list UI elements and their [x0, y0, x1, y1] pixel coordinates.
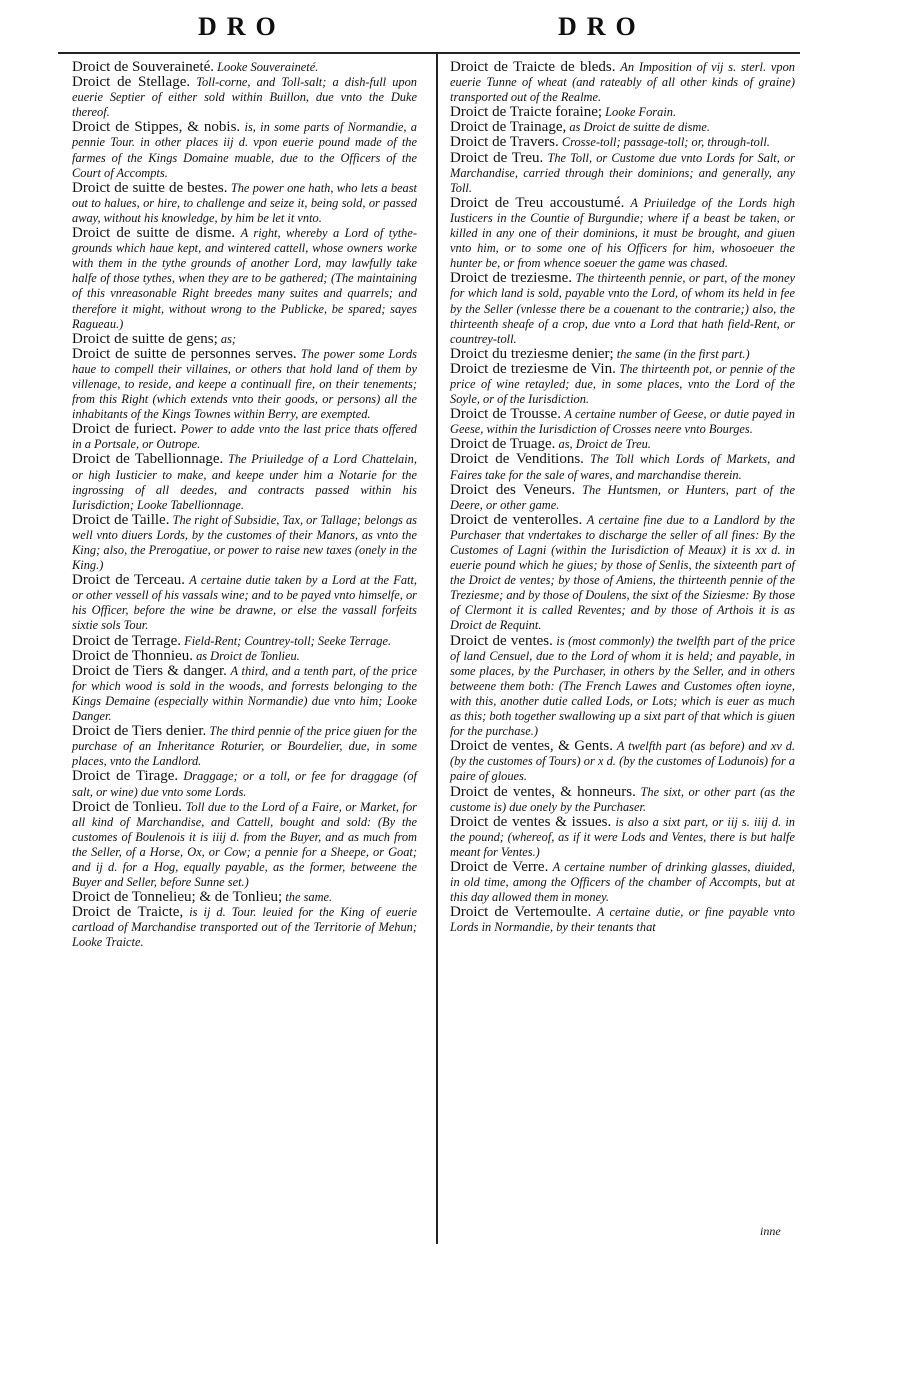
dictionary-entry [450, 452, 795, 482]
dictionary-entry [72, 332, 417, 347]
entry-headword: Droict de Thonnieu. [72, 647, 193, 664]
dictionary-entry [72, 664, 417, 724]
entry-definition: is, in some parts of Normandie, a pennie Tour. in other places iij d. vpon euerie pound made of the farmes of the Kings Domaine muable, due to the Officers of the Court of Accompts. [72, 120, 417, 180]
left-column [72, 60, 417, 951]
entry-definition: The Priuiledge of a Lord Chattelain, or high Iusticier to make, and keepe under him a Notarie for the ingrossing of all deedes, and contracts passed within his Iurisdiction; Looke Tabellionnage. [72, 452, 417, 512]
entry-definition: as Droict de Tonlieu. [196, 648, 300, 663]
entry-definition: Looke Forain. [605, 105, 677, 120]
dictionary-entry [72, 724, 417, 769]
entry-headword: Droict de ventes. [450, 632, 553, 649]
entry-definition: The sixt, or other part (as the custome is) due onely by the Purchaser. [450, 784, 795, 814]
dictionary-entry [450, 513, 795, 634]
dictionary-entry [450, 407, 795, 437]
entry-headword: Droict de Verre. [450, 858, 549, 875]
entry-headword: Droict de Stellage. [72, 74, 191, 91]
dictionary-entry [450, 151, 795, 196]
dictionary-entry [72, 890, 417, 905]
dictionary-entry [72, 226, 417, 332]
entry-headword: Droict de treziesme. [450, 270, 573, 287]
entry-headword: Droict de Tonlieu. [72, 798, 183, 815]
entry-definition: Draggage; or a toll, or fee for draggage (of salt, or wine) due vnto some Lords. [72, 769, 417, 799]
dictionary-entry [72, 60, 417, 75]
catchword: inne [760, 1224, 781, 1238]
dictionary-entry [450, 271, 795, 346]
dictionary-entry [72, 800, 417, 891]
entry-headword: Droict de Treu. [450, 149, 544, 166]
entry-definition: The thirteenth pot, or pennie of the price of wine retayled; due, in some places, vnto the Lord of the Soyle, or of the Iurisdiction. [450, 361, 795, 407]
entry-definition: A certaine number of Geese, or dutie payed in Geese, within the Iurisdiction of Crosses neere vnto Bourges. [450, 407, 795, 437]
dictionary-entry [450, 483, 795, 513]
dictionary-entry [450, 347, 795, 362]
entry-definition: A Priuiledge of the Lords high Iusticers in the Countie of Burgundie; where if a beast be taken, or killed in any one of their dominions, it must be brought, and giuen vnto him, or to some one of his Officers for him, whosoeuer the hunter be, or from whence soeuer the game was chased. [450, 195, 795, 271]
entry-definition: A certaine number of drinking glasses, diuided, in old time, among the Officers of the chamber of Accompts, but at this day allowed them in money. [450, 859, 795, 905]
dictionary-entry [72, 573, 417, 633]
entry-definition: the same (in the first part.) [616, 346, 750, 361]
dictionary-entry [450, 739, 795, 784]
dictionary-entry [72, 634, 417, 649]
entry-headword: Droict de Tonnelieu; & de Tonlieu; [72, 889, 283, 906]
entry-headword: Droict de Stippes, & nobis. [72, 119, 241, 136]
entry-definition: Field-Rent; Countrey-toll; Seeke Terrage. [184, 633, 392, 648]
running-head-right: DRO [558, 12, 646, 41]
entry-definition: A third, and a tenth part, of the price for which wood is sold in the woods, and forrests belonging to the Kings Demaine (especially within Normandie) due vnto him; Looke Danger. [72, 663, 417, 724]
entry-definition: as, Droict de Treu. [558, 437, 651, 452]
entry-definition: is ij d. Tour. leuied for the King of euerie cartload of Marchandise transported out of the Territorie of Mehun; Looke Traicte. [72, 905, 417, 950]
entry-definition: as; [220, 331, 237, 346]
entry-headword: Droict de venterolles. [450, 511, 583, 528]
dictionary-entry [72, 452, 417, 512]
dictionary-entry [450, 362, 795, 407]
entry-definition: Crosse-toll; passage-toll; or, through-toll. [561, 135, 770, 150]
entry-definition: Toll due to the Lord of a Faire, or Market, for all kind of Marchandise, and Cattell, bought and sold: (By the customes of Boulenois it is iiij d. from the Buyer, and as much from the Seller, of a Horse, Ox, or Cow; a pennie for a Sheepe, or Goat; and ij d. for a Hog, equally payable, as the former, betweene the Buyer and Seller, before Sunne set.) [72, 799, 417, 890]
dictionary-entry [72, 181, 417, 226]
entry-definition: The third pennie of the price giuen for the purchase of an Inheritance Roturier, or Bourdelier, due, in some places, vnto the Landlord. [72, 724, 417, 769]
column-divider [436, 52, 438, 1244]
entry-headword: Droict de Terrage. [72, 632, 182, 649]
right-column [450, 60, 795, 935]
dictionary-entry [450, 437, 795, 452]
dictionary-entry [450, 196, 795, 271]
entry-definition: the same. [285, 890, 333, 905]
entry-headword: Droict de Travers. [450, 134, 559, 151]
entry-definition: The Toll, or Custome due vnto Lords for Salt, or Marchandise, carried through their dominions; and generally, any Toll. [450, 150, 795, 195]
entry-headword: Droict de Trousse. [450, 406, 561, 423]
entry-headword: Droict de treziesme de Vin. [450, 360, 616, 377]
entry-definition: The power some Lords haue to compell their villaines, or others that hold land of them by villenage, to reside, and keepe a continuall fire, on their tenements; from this Right (which extends vnto their goods, or persons) all the inhabitants of the Kings Townes within Berry, are exempted. [72, 346, 417, 422]
entry-headword: Droict de Souveraineté. [72, 59, 215, 75]
entry-definition: A certaine fine due to a Landlord by the Purchaser that vndertakes to discharge the seller of all fines: By the Customes of Lagni (within the Iurisdiction of Meaux) it is xx d. in euerie pound which he giues; by those of Senlis, the sixteenth part of the Droict de ventes; by those of Amiens, the thirteenth pennie of the Treziesme; and by those of Doulens, the sixt of the Siziesme: By those of Clermont it is called Reventes; and by those of Arthois it is as Droict de Requint. [450, 512, 795, 633]
entry-definition: A twelfth part (as before) and xv d. (by the customes of Tours) or x d. (by the customes of Lodunois) for a paire of gloues. [450, 739, 795, 784]
entry-headword: Droict des Veneurs. [450, 481, 576, 498]
entry-headword: Droict de suitte de bestes. [72, 179, 228, 196]
top-rule [58, 52, 800, 54]
entry-headword: Droict de furiect. [72, 421, 177, 438]
entry-definition: Looke Souveraineté. [217, 60, 319, 74]
dictionary-entry [72, 347, 417, 422]
entry-definition: The thirteenth pennie, or part, of the money for which land is sold, payable vnto the Lord, of whom its held in fee by the Seller (vnlesse there be a couenant to the contrarie;) also, the thirteenth sheafe of a crop, due vnto a Lord that hath field-Rent, or countrey-toll. [450, 271, 795, 346]
entry-headword: Droict de Tiers & danger. [72, 662, 227, 679]
entry-definition: Toll-corne, and Toll-salt; a dish-full upon euerie Septier of either sold within Buillon, due vnto the Duke thereof. [72, 75, 417, 120]
entry-definition: The power one hath, who lets a beast out to halues, or hire, to challenge and seize it, being sold, or passed away, without his knowledge, by him be let it vnto. [72, 180, 417, 225]
dictionary-entry [450, 60, 795, 105]
entry-headword: Droict de Treu accoustumé. [450, 194, 625, 211]
dictionary-entry [72, 513, 417, 573]
page-header [58, 12, 803, 48]
dictionary-entry [450, 634, 795, 740]
entry-headword: Droict du treziesme denier; [450, 345, 614, 362]
entry-definition: A certaine dutie taken by a Lord at the Fatt, or other vessell of his vassals wine; and to be payed vnto himselfe, or his Officer, before the wine be drawne, or else the vassall forfeits sixtie sols Tour. [72, 573, 417, 633]
entry-headword: Droict de Traicte foraine; [450, 104, 603, 121]
entry-headword: Droict de Tirage. [72, 768, 179, 785]
entry-headword: Droict de suitte de disme. [72, 225, 236, 242]
entry-headword: Droict de ventes, & honneurs. [450, 783, 636, 800]
dictionary-entry [72, 422, 417, 452]
entry-headword: Droict de Taille. [72, 511, 170, 528]
dictionary-entry [72, 649, 417, 664]
entry-headword: Droict de Traicte de bleds. [450, 59, 616, 75]
entry-definition: is also a sixt part, or iij s. iiij d. in the pound; (whereof, as if it were Lods and Ventes, there is but halfe meant for Ventes.) [450, 814, 795, 859]
dictionary-entry [72, 769, 417, 799]
entry-definition: The Toll which Lords of Markets, and Faires take for the sale of wares, and marchandise therein. [450, 452, 795, 482]
dictionary-entry [72, 120, 417, 180]
dictionary-entry [450, 105, 795, 120]
entry-headword: Droict de ventes & issues. [450, 813, 612, 830]
entry-headword: Droict de suitte de gens; [72, 330, 218, 347]
entry-definition: as Droict de suitte de disme. [569, 120, 710, 135]
entry-headword: Droict de Traicte, [72, 904, 184, 921]
entry-headword: Droict de Truage. [450, 436, 556, 453]
entry-headword: Droict de Vertemoulte. [450, 904, 592, 921]
dictionary-entry [450, 135, 795, 150]
entry-headword: Droict de suitte de personnes serves. [72, 345, 297, 362]
entry-headword: Droict de Venditions. [450, 451, 584, 468]
entry-definition: A certaine dutie, or fine payable vnto Lords in Normandie, by their tenants that [450, 905, 795, 935]
dictionary-entry [450, 860, 795, 905]
dictionary-entry [450, 815, 795, 860]
entry-headword: Droict de ventes, & Gents. [450, 738, 614, 755]
entry-headword: Droict de Trainage, [450, 119, 567, 136]
running-head-left: DRO [198, 12, 286, 41]
dictionary-entry [72, 75, 417, 120]
dictionary-entry [450, 120, 795, 135]
entry-definition: is (most commonly) the twelfth part of the price of land Censuel, due to the Lord of whom it is held; and payable, in some places, by the Purchaser, in others by the Seller, and in others betweene them both: (The French Lawes and Customes often ioyne, with this, another dutie called Lods, or Lots; which is euer as much as this; both together swallowing up a sixt part of that which is giuen for the purchase.) [450, 633, 795, 739]
dictionary-entry [450, 905, 795, 935]
dictionary-entry [450, 785, 795, 815]
entry-headword: Droict de Terceau. [72, 572, 185, 589]
dictionary-entry [72, 905, 417, 950]
entry-definition: An Imposition of vij s. sterl. vpon euerie Tunne of wheat (and rateably of all other kinds of graine) transported out of the Realme. [450, 60, 795, 105]
entry-definition: The right of Subsidie, Tax, or Tallage; belongs as well vnto diuers Lords, by the customes of their Manors, as vnto the King; also, the Prerogatiue, or power to raise new taxes (onely in the King.) [72, 512, 417, 573]
entry-headword: Droict de Tabellionnage. [72, 451, 224, 468]
entry-definition: The Huntsmen, or Hunters, part of the Deere, or other game. [450, 482, 795, 512]
entry-definition: Power to adde vnto the last price thats offered in a Portsale, or Outrope. [72, 422, 418, 452]
entry-definition: A right, whereby a Lord of tythe-grounds which haue kept, and wintered cattell, whose owners worke with them in the tythe grounds of another Lord, may lawfully take halfe of those tythes, when they are to be gathered; (The maintaining of this vnreasonable Right breedes many suites and quarrels; and therefore it might, without wrong to the Publicke, be spared; sayes Ragueau.) [72, 226, 417, 331]
entry-headword: Droict de Tiers denier. [72, 723, 207, 740]
